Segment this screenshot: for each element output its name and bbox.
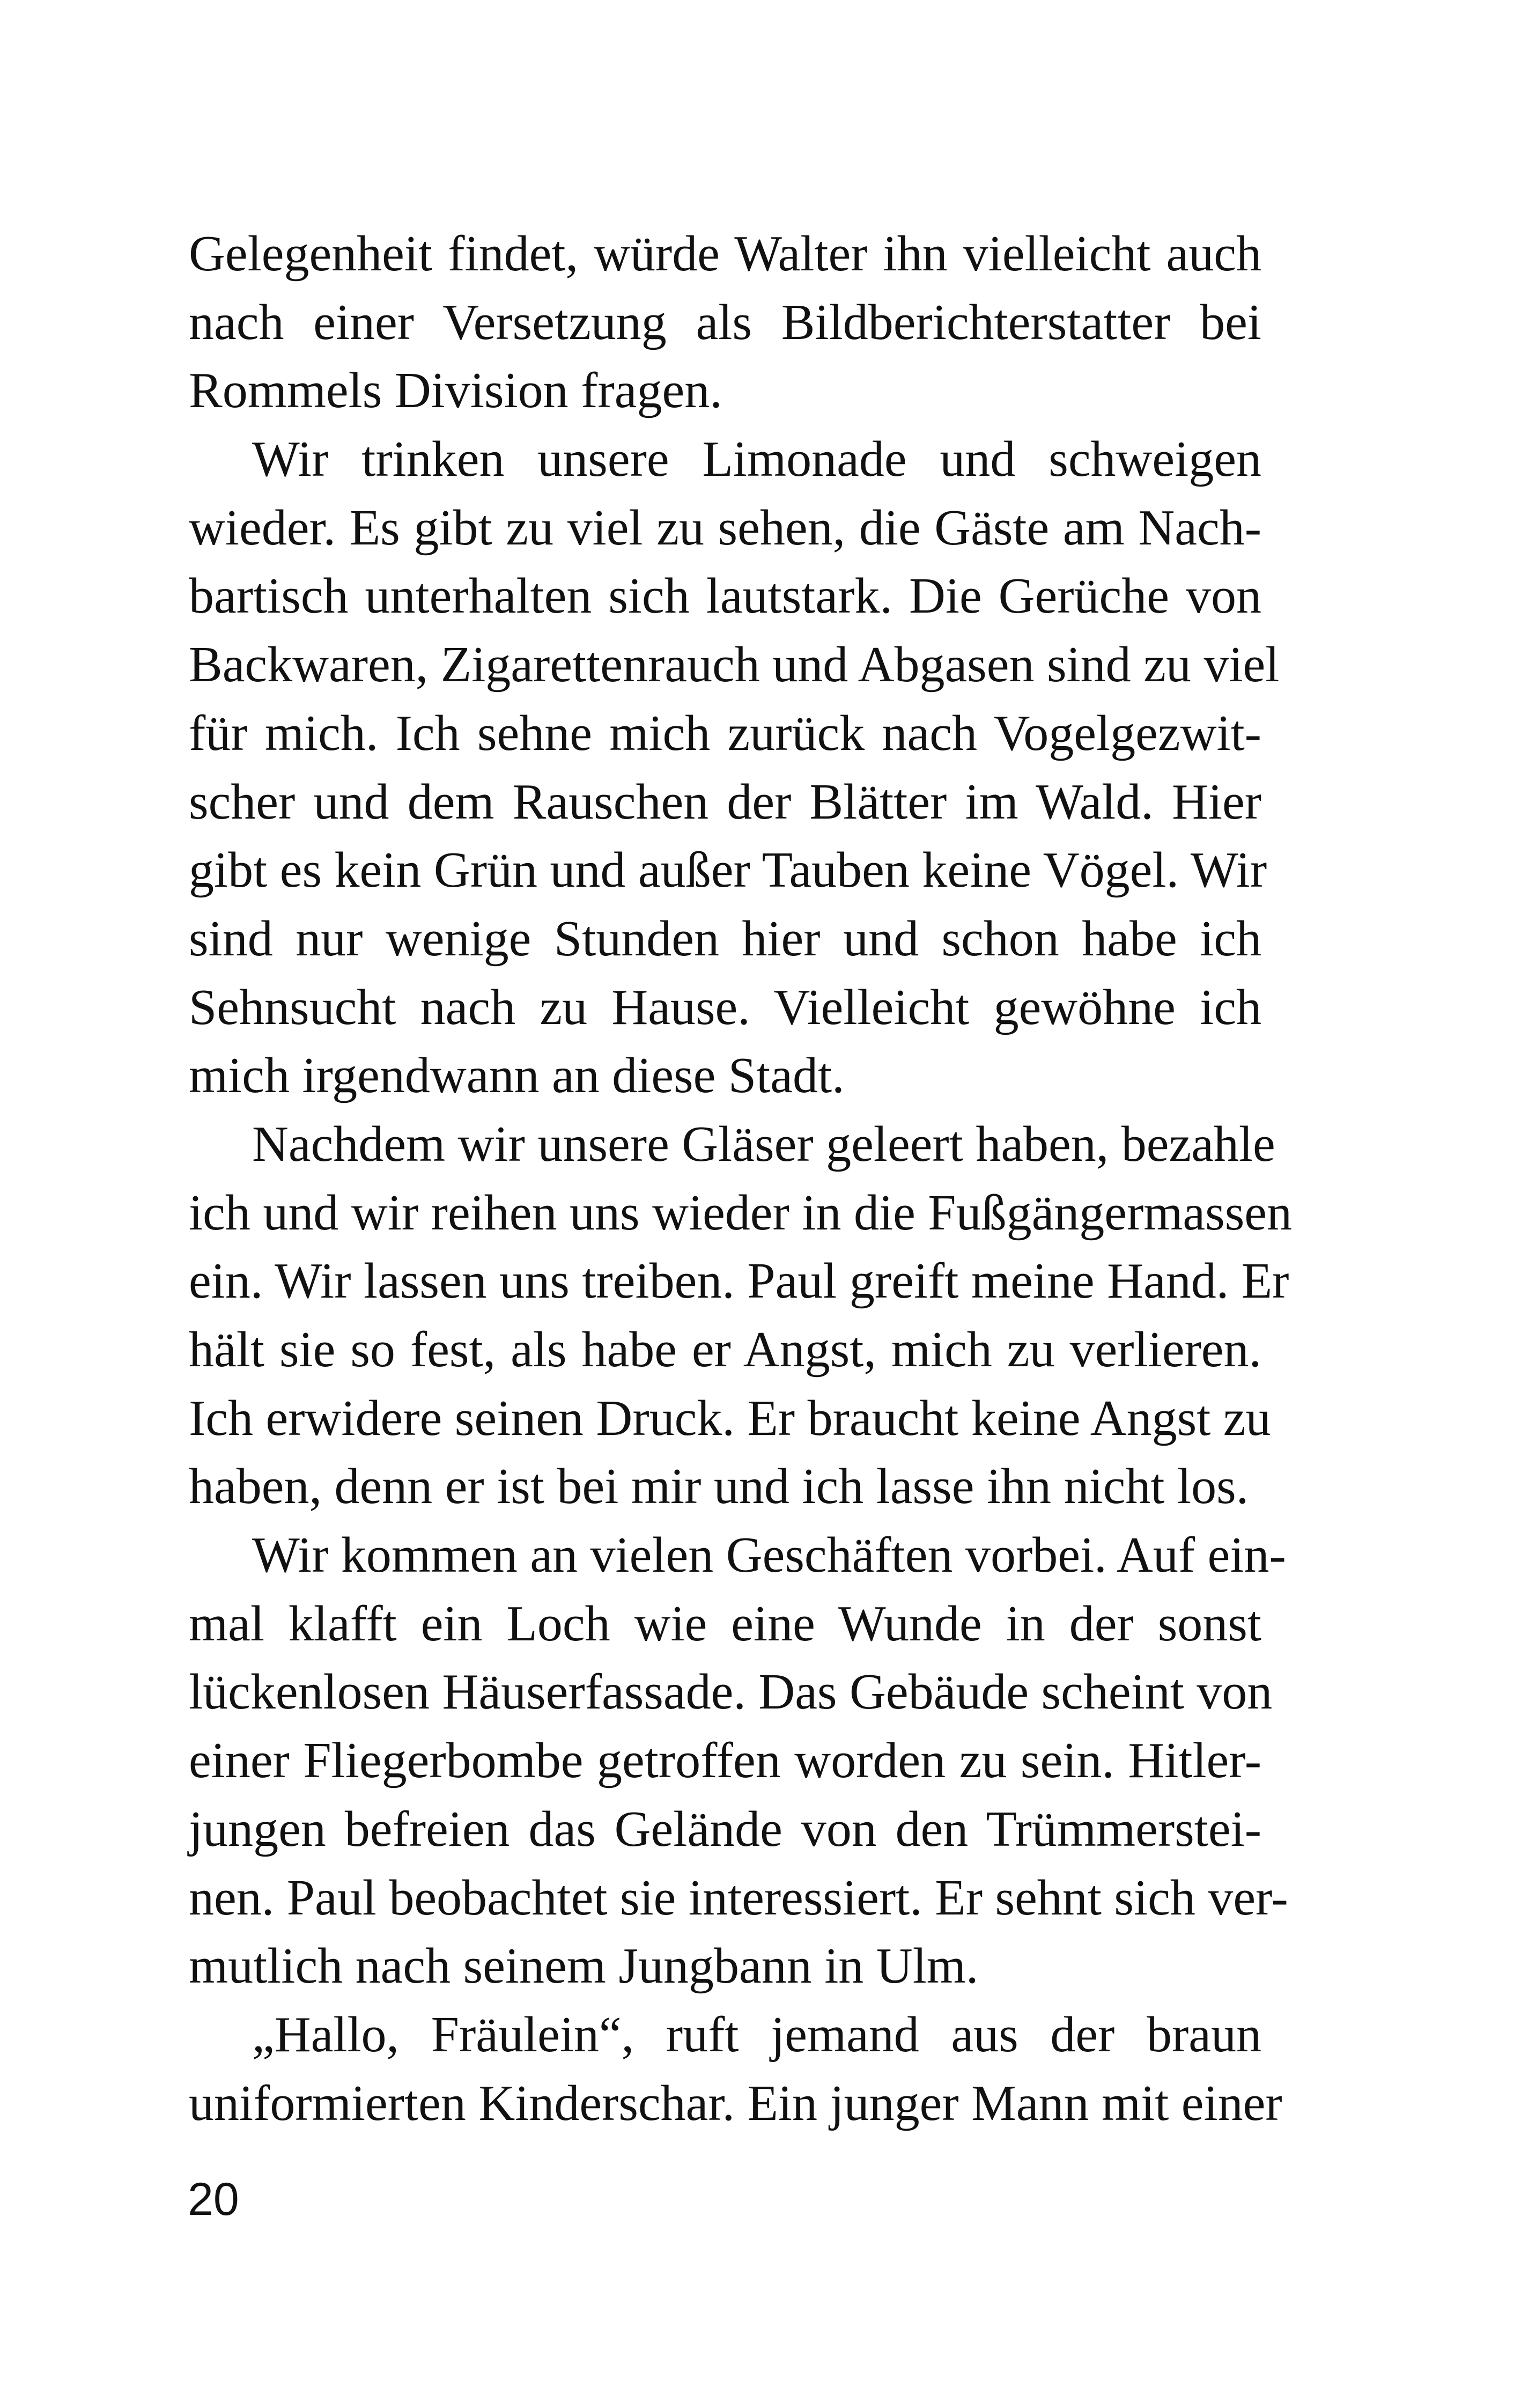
text-line: mal klafft ein Loch wie eine Wunde in der sonst — [189, 1595, 1261, 1652]
text-line: scher und dem Rauschen der Blätter im Wald. Hier — [189, 774, 1261, 830]
text-line: für mich. Ich sehne mich zurück nach Vogelgezwit- — [189, 705, 1261, 761]
text-line: lückenlosen Häuserfassade. Das Gebäude scheint von — [189, 1664, 1273, 1720]
text-line: „Hallo, Fräulein“, ruft jemand aus der braun — [252, 2006, 1261, 2063]
text-line: Wir kommen an vielen Geschäften vorbei. Auf ein- — [252, 1527, 1286, 1584]
text-line: Rommels Division fragen. — [189, 363, 722, 419]
text-line: hält sie so fest, als habe er Angst, mich zu verlieren. — [189, 1322, 1261, 1378]
text-line: ich und wir reihen uns wieder in die Fußgängermassen — [189, 1184, 1293, 1241]
text-line: sind nur wenige Stunden hier und schon habe ich — [189, 910, 1261, 967]
text-line: bartisch unterhalten sich lautstark. Die Gerüche von — [189, 568, 1261, 624]
text-line: Ich erwidere seinen Druck. Er braucht keine Angst zu — [189, 1390, 1271, 1446]
text-line: wieder. Es gibt zu viel zu sehen, die Gäste am Nach- — [189, 499, 1261, 556]
text-line: mutlich nach seinem Jungbann in Ulm. — [189, 1938, 979, 1994]
text-line: Sehnsucht nach zu Hause. Vielleicht gewöhne ich — [189, 979, 1261, 1035]
text-line: mich irgendwann an diese Stadt. — [189, 1048, 845, 1104]
text-line: gibt es kein Grün und außer Tauben keine Vögel. Wir — [189, 842, 1267, 899]
text-line: einer Fliegerbombe getroffen worden zu sein. Hitler- — [189, 1733, 1261, 1789]
text-line: Backwaren, Zigarettenrauch und Abgasen sind zu viel — [189, 637, 1280, 693]
text-line: nen. Paul beobachtet sie interessiert. Er sehnt sich ver- — [189, 1869, 1288, 1926]
text-line: nach einer Versetzung als Bildberichterstatter bei — [189, 294, 1261, 350]
text-line: ein. Wir lassen uns treiben. Paul greift meine Hand. Er — [189, 1253, 1289, 1309]
text-line: jungen befreien das Gelände von den Trümmerstei- — [189, 1801, 1261, 1857]
text-line: uniformierten Kinderschar. Ein junger Mann mit einer — [189, 2075, 1282, 2131]
text-line: haben, denn er ist bei mir und ich lasse ihn nicht los. — [189, 1459, 1249, 1515]
text-line: Nachdem wir unsere Gläser geleert haben, bezahle — [252, 1116, 1275, 1172]
text-line: Gelegenheit findet, würde Walter ihn vielleicht auch — [189, 226, 1261, 282]
text-line: Wir trinken unsere Limonade und schweigen — [252, 431, 1261, 488]
body-text — [189, 220, 1293, 2138]
page-number: 20 — [188, 2174, 239, 2225]
